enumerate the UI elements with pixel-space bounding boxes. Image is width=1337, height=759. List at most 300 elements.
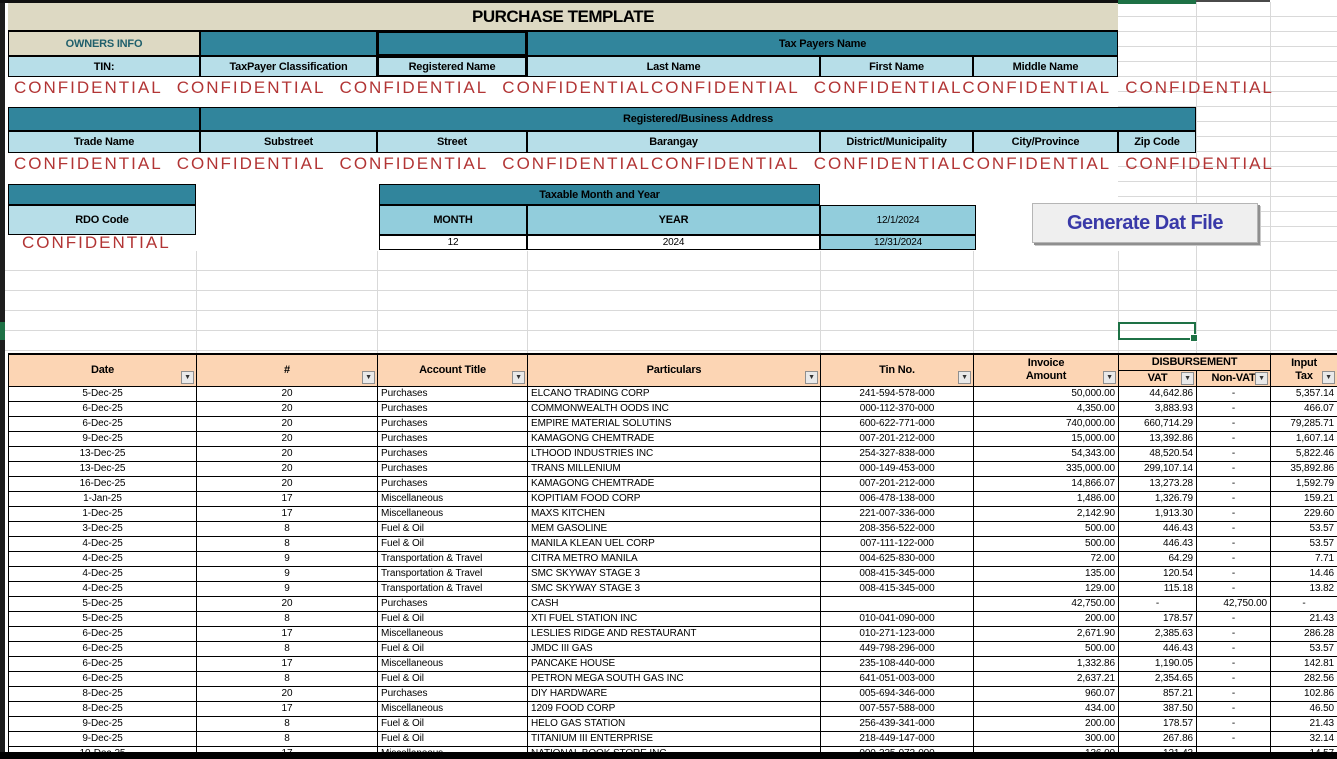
col-header-number[interactable]: # ▼	[197, 354, 378, 386]
cell-input-tax[interactable]: 7.71	[1271, 551, 1337, 566]
cell-account-title[interactable]: Purchases	[378, 386, 528, 401]
cell-vat[interactable]: 1,190.05	[1119, 656, 1197, 671]
cell-atc-number[interactable]: 17	[197, 491, 378, 506]
cell-tin[interactable]: 254-327-838-000	[821, 446, 974, 461]
cell-date[interactable]: 4-Dec-25	[9, 551, 197, 566]
cell-account-title[interactable]: Purchases	[378, 596, 528, 611]
cell-nonvat[interactable]: -	[1197, 731, 1271, 746]
cell-vat[interactable]: 299,107.14	[1119, 461, 1197, 476]
cell-invoice-amount[interactable]: 72.00	[974, 551, 1119, 566]
cell-vat[interactable]: 2,385.63	[1119, 626, 1197, 641]
cell-input-tax[interactable]: 102.86	[1271, 686, 1337, 701]
cell-vat[interactable]: 120.54	[1119, 566, 1197, 581]
col-header-disbursement[interactable]: DISBURSEMENT	[1119, 354, 1271, 370]
period-start-cell[interactable]: 12/1/2024	[820, 205, 976, 235]
cell-particulars[interactable]: PANCAKE HOUSE	[528, 656, 821, 671]
cell-tin[interactable]: 007-201-212-000	[821, 476, 974, 491]
cell-account-title[interactable]: Miscellaneous	[378, 626, 528, 641]
cell-invoice-amount[interactable]: 434.00	[974, 701, 1119, 716]
cell-nonvat[interactable]: -	[1197, 581, 1271, 596]
registered-name-label[interactable]: Registered Name	[377, 56, 527, 77]
cell-nonvat[interactable]: -	[1197, 401, 1271, 416]
cell-particulars[interactable]: ELCANO TRADING CORP	[528, 386, 821, 401]
taxable-month-year-header[interactable]: Taxable Month and Year	[379, 184, 820, 205]
cell-vat[interactable]: 13,273.28	[1119, 476, 1197, 491]
cell-atc-number[interactable]: 20	[197, 446, 378, 461]
cell-tin[interactable]: 600-622-771-000	[821, 416, 974, 431]
cell-particulars[interactable]: SMC SKYWAY STAGE 3	[528, 566, 821, 581]
cell-invoice-amount[interactable]: 1,332.86	[974, 656, 1119, 671]
table-row	[9, 491, 1337, 506]
cell-particulars[interactable]: 1209 FOOD CORP	[528, 701, 821, 716]
table-row	[9, 446, 1337, 461]
cell-input-tax[interactable]: 466.07	[1271, 401, 1337, 416]
filter-icon[interactable]: ▼	[958, 371, 971, 384]
purchases-table	[8, 353, 1337, 759]
cell-input-tax[interactable]: 13.82	[1271, 581, 1337, 596]
cell-tin[interactable]: 449-798-296-000	[821, 641, 974, 656]
cell-tin[interactable]: 004-625-830-000	[821, 551, 974, 566]
cell-particulars[interactable]: MEM GASOLINE	[528, 521, 821, 536]
cell-particulars[interactable]: XTI FUEL STATION INC	[528, 611, 821, 626]
page-title: PURCHASE TEMPLATE	[8, 3, 1118, 31]
cell-invoice-amount[interactable]: 740,000.00	[974, 416, 1119, 431]
filter-icon[interactable]: ▼	[181, 371, 194, 384]
cell-nonvat[interactable]: -	[1197, 521, 1271, 536]
cell-tin[interactable]: 007-201-212-000	[821, 431, 974, 446]
cell-particulars[interactable]: HELO GAS STATION	[528, 716, 821, 731]
cell-tin[interactable]: 010-271-123-000	[821, 626, 974, 641]
cell-date[interactable]: 5-Dec-25	[9, 611, 197, 626]
cell-nonvat[interactable]: 42,750.00	[1197, 596, 1271, 611]
purchase-rows	[9, 386, 1337, 759]
cell-atc-number[interactable]: 17	[197, 506, 378, 521]
left-edge-strip	[0, 0, 5, 759]
cell-input-tax[interactable]: 1,607.14	[1271, 431, 1337, 446]
cell-date[interactable]: 9-Dec-25	[9, 731, 197, 746]
col-header-particulars[interactable]: Particulars ▼	[528, 354, 821, 386]
generate-dat-file-button[interactable]: Generate Dat File	[1032, 203, 1258, 243]
cell-atc-number[interactable]: 20	[197, 416, 378, 431]
cell-nonvat[interactable]: -	[1197, 686, 1271, 701]
cell-vat[interactable]: 1,913.30	[1119, 506, 1197, 521]
cell-input-tax[interactable]: 5,357.14	[1271, 386, 1337, 401]
cell-vat[interactable]: 446.43	[1119, 641, 1197, 656]
gridline	[527, 251, 528, 353]
cell-invoice-amount[interactable]: 4,350.00	[974, 401, 1119, 416]
cell-date[interactable]: 6-Dec-25	[9, 671, 197, 686]
cell-vat[interactable]: 44,642.86	[1119, 386, 1197, 401]
cell-tin[interactable]: 006-478-138-000	[821, 491, 974, 506]
table-row	[9, 476, 1337, 491]
cell-vat[interactable]: 660,714.29	[1119, 416, 1197, 431]
cell-input-tax[interactable]: -	[1271, 596, 1337, 611]
cell-tin[interactable]: 000-112-370-000	[821, 401, 974, 416]
cell-input-tax[interactable]: 5,822.46	[1271, 446, 1337, 461]
cell-input-tax[interactable]: 46.50	[1271, 701, 1337, 716]
cell-atc-number[interactable]: 9	[197, 551, 378, 566]
address-section-header[interactable]: Registered/Business Address	[200, 107, 1196, 131]
cell-nonvat[interactable]: -	[1197, 626, 1271, 641]
cell-atc-number[interactable]: 20	[197, 461, 378, 476]
cell-nonvat[interactable]: -	[1197, 461, 1271, 476]
cell-particulars[interactable]: LESLIES RIDGE AND RESTAURANT	[528, 626, 821, 641]
cell-particulars[interactable]: COMMONWEALTH OODS INC	[528, 401, 821, 416]
table-row	[9, 611, 1337, 626]
cell-input-tax[interactable]: 142.81	[1271, 656, 1337, 671]
cell-atc-number[interactable]: 20	[197, 431, 378, 446]
cell-nonvat[interactable]: -	[1197, 671, 1271, 686]
rdo-confidential-value[interactable]: CONFIDENTIAL	[22, 233, 171, 252]
cell-account-title[interactable]: Purchases	[378, 401, 528, 416]
col-header-nonvat[interactable]: Non-VAT ▼	[1197, 370, 1271, 386]
cell-particulars[interactable]: PETRON MEGA SOUTH GAS INC	[528, 671, 821, 686]
cell-account-title[interactable]: Miscellaneous	[378, 506, 528, 521]
gridline	[377, 251, 378, 353]
cell-atc-number[interactable]: 20	[197, 386, 378, 401]
gridline	[1270, 251, 1271, 353]
zip-code-label[interactable]: Zip Code	[1118, 131, 1196, 153]
cell-input-tax[interactable]: 53.57	[1271, 536, 1337, 551]
cell-invoice-amount[interactable]: 2,671.90	[974, 626, 1119, 641]
cell-nonvat[interactable]: -	[1197, 656, 1271, 671]
cell-invoice-amount[interactable]: 42,750.00	[974, 596, 1119, 611]
cell-particulars[interactable]: MAXS KITCHEN	[528, 506, 821, 521]
tax-payers-name-header[interactable]: Tax Payers Name	[527, 31, 1118, 56]
cell-date[interactable]: 16-Dec-25	[9, 476, 197, 491]
cell-input-tax[interactable]: 21.43	[1271, 611, 1337, 626]
cell-vat[interactable]: 178.57	[1119, 716, 1197, 731]
cell-vat[interactable]: 267.86	[1119, 731, 1197, 746]
cell-atc-number[interactable]: 9	[197, 581, 378, 596]
cell-account-title[interactable]: Transportation & Travel	[378, 581, 528, 596]
cell-account-title[interactable]: Transportation & Travel	[378, 566, 528, 581]
owners-info-spacer-cell[interactable]	[200, 31, 377, 56]
cell-input-tax[interactable]: 35,892.86	[1271, 461, 1337, 476]
cell-date[interactable]: 6-Dec-25	[9, 401, 197, 416]
rdo-code-label[interactable]: RDO Code	[8, 205, 196, 235]
cell-invoice-amount[interactable]: 960.07	[974, 686, 1119, 701]
filter-icon[interactable]: ▼	[1103, 371, 1116, 384]
cell-date[interactable]: 9-Dec-25	[9, 716, 197, 731]
middle-name-label[interactable]: Middle Name	[973, 56, 1118, 77]
cell-date[interactable]: 5-Dec-25	[9, 596, 197, 611]
cell-date[interactable]: 8-Dec-25	[9, 686, 197, 701]
tin-label[interactable]: TIN:	[8, 56, 200, 77]
cell-account-title[interactable]: Purchases	[378, 416, 528, 431]
owners-confidential-values[interactable]: CONFIDENTIAL CONFIDENTIAL CONFIDENTIAL CONFIDENTIALCONFIDENTIAL CONFIDENTIALCONFIDENTIAL CONFIDENTIAL	[14, 77, 1274, 97]
cell-invoice-amount[interactable]: 2,142.90	[974, 506, 1119, 521]
cell-account-title[interactable]: Fuel & Oil	[378, 611, 528, 626]
cell-invoice-amount[interactable]: 500.00	[974, 641, 1119, 656]
cell-tin[interactable]: 218-449-147-000	[821, 731, 974, 746]
cell-input-tax[interactable]: 159.21	[1271, 491, 1337, 506]
top-selection-strip	[1118, 0, 1196, 4]
cell-account-title[interactable]: Fuel & Oil	[378, 641, 528, 656]
cell-invoice-amount[interactable]: 200.00	[974, 611, 1119, 626]
cell-vat[interactable]: 446.43	[1119, 536, 1197, 551]
filter-icon[interactable]: ▼	[512, 371, 525, 384]
cell-invoice-amount[interactable]: 1,486.00	[974, 491, 1119, 506]
gridline	[1270, 2, 1271, 252]
gridline	[973, 251, 974, 353]
cell-invoice-amount[interactable]: 500.00	[974, 521, 1119, 536]
cell-account-title[interactable]: Purchases	[378, 461, 528, 476]
cell-atc-number[interactable]: 17	[197, 656, 378, 671]
cell-vat[interactable]: -	[1119, 596, 1197, 611]
owners-info-label[interactable]: OWNERS INFO	[8, 31, 200, 56]
cell-atc-number[interactable]: 8	[197, 611, 378, 626]
cell-vat[interactable]: 48,520.54	[1119, 446, 1197, 461]
address-confidential-values[interactable]: CONFIDENTIAL CONFIDENTIAL CONFIDENTIAL CONFIDENTIALCONFIDENTIAL CONFIDENTIALCONFIDENTIAL CONFIDENTIAL	[14, 154, 1274, 173]
cell-input-tax[interactable]: 14.46	[1271, 566, 1337, 581]
cell-account-title[interactable]: Fuel & Oil	[378, 536, 528, 551]
cell-date[interactable]: 5-Dec-25	[9, 386, 197, 401]
cell-invoice-amount[interactable]: 500.00	[974, 536, 1119, 551]
table-row	[9, 716, 1337, 731]
cell-input-tax[interactable]: 286.28	[1271, 626, 1337, 641]
cell-nonvat[interactable]: -	[1197, 476, 1271, 491]
cell-atc-number[interactable]: 20	[197, 596, 378, 611]
cell-particulars[interactable]: LTHOOD INDUSTRIES INC	[528, 446, 821, 461]
period-end-cell[interactable]: 12/31/2024	[820, 235, 976, 250]
cell-vat[interactable]: 387.50	[1119, 701, 1197, 716]
cell-vat[interactable]: 64.29	[1119, 551, 1197, 566]
filter-icon[interactable]: ▼	[1255, 372, 1268, 385]
cell-nonvat[interactable]: -	[1197, 701, 1271, 716]
year-value-cell[interactable]: 2024	[527, 235, 820, 250]
cell-atc-number[interactable]: 20	[197, 476, 378, 491]
table-row	[9, 701, 1337, 716]
cell-date[interactable]: 6-Dec-25	[9, 416, 197, 431]
table-row	[9, 596, 1337, 611]
cell-vat[interactable]: 1,326.79	[1119, 491, 1197, 506]
cell-particulars[interactable]: KAMAGONG CHEMTRADE	[528, 476, 821, 491]
cell-account-title[interactable]: Fuel & Oil	[378, 716, 528, 731]
cell-invoice-amount[interactable]: 129.00	[974, 581, 1119, 596]
cell-atc-number[interactable]: 8	[197, 671, 378, 686]
cell-input-tax[interactable]: 21.43	[1271, 716, 1337, 731]
cell-vat[interactable]: 2,354.65	[1119, 671, 1197, 686]
cell-date[interactable]: 6-Dec-25	[9, 626, 197, 641]
street-label[interactable]: Street	[377, 131, 527, 153]
cell-invoice-amount[interactable]: 15,000.00	[974, 431, 1119, 446]
top-border-strip	[0, 0, 1118, 3]
cell-input-tax[interactable]: 79,285.71	[1271, 416, 1337, 431]
table-row	[9, 386, 1337, 401]
cell-atc-number[interactable]: 20	[197, 686, 378, 701]
cell-particulars[interactable]: JMDC III GAS	[528, 641, 821, 656]
cell-particulars[interactable]: KOPITIAM FOOD CORP	[528, 491, 821, 506]
cell-date[interactable]: 1-Dec-25	[9, 506, 197, 521]
cell-atc-number[interactable]: 17	[197, 701, 378, 716]
cell-input-tax[interactable]: 229.60	[1271, 506, 1337, 521]
cell-nonvat[interactable]: -	[1197, 386, 1271, 401]
fill-handle[interactable]	[1190, 334, 1198, 342]
district-municipality-label[interactable]: District/Municipality	[820, 131, 973, 153]
first-name-label[interactable]: First Name	[820, 56, 973, 77]
barangay-label[interactable]: Barangay	[527, 131, 820, 153]
cell-input-tax[interactable]: 282.56	[1271, 671, 1337, 686]
table-row	[9, 686, 1337, 701]
cell-tin[interactable]	[821, 596, 974, 611]
top-gray-strip	[1196, 0, 1270, 2]
cell-invoice-amount[interactable]: 50,000.00	[974, 386, 1119, 401]
year-label[interactable]: YEAR	[527, 205, 820, 235]
cell-account-title[interactable]: Miscellaneous	[378, 701, 528, 716]
cell-account-title[interactable]: Fuel & Oil	[378, 731, 528, 746]
filter-icon[interactable]: ▼	[1322, 371, 1335, 384]
cell-vat[interactable]: 3,883.93	[1119, 401, 1197, 416]
table-row	[9, 581, 1337, 596]
taxpayer-classification-label[interactable]: TaxPayer Classification	[200, 56, 377, 77]
cell-tin[interactable]: 208-356-522-000	[821, 521, 974, 536]
cell-particulars[interactable]: MANILA KLEAN UEL CORP	[528, 536, 821, 551]
cell-atc-number[interactable]: 8	[197, 536, 378, 551]
table-row	[9, 641, 1337, 656]
cell-date[interactable]: 9-Dec-25	[9, 431, 197, 446]
cell-atc-number[interactable]: 8	[197, 716, 378, 731]
cell-invoice-amount[interactable]: 335,000.00	[974, 461, 1119, 476]
cell-nonvat[interactable]: -	[1197, 551, 1271, 566]
cell-date[interactable]: 13-Dec-25	[9, 446, 197, 461]
cell-vat[interactable]: 13,392.86	[1119, 431, 1197, 446]
cell-vat[interactable]: 446.43	[1119, 521, 1197, 536]
table-row	[9, 401, 1337, 416]
col-header-date[interactable]: Date ▼	[9, 354, 197, 386]
cell-date[interactable]: 6-Dec-25	[9, 656, 197, 671]
cell-tin[interactable]: 235-108-440-000	[821, 656, 974, 671]
col-header-account-title[interactable]: Account Title ▼	[378, 354, 528, 386]
table-row	[9, 731, 1337, 746]
table-row	[9, 671, 1337, 686]
cell-particulars[interactable]: CITRA METRO MANILA	[528, 551, 821, 566]
cell-tin[interactable]: 010-041-090-000	[821, 611, 974, 626]
cell-tin[interactable]: 241-594-578-000	[821, 386, 974, 401]
cell-particulars[interactable]: CASH	[528, 596, 821, 611]
cell-date[interactable]: 1-Jan-25	[9, 491, 197, 506]
col-header-input-tax[interactable]: Input Tax ▼	[1271, 354, 1337, 386]
cell-account-title[interactable]: Purchases	[378, 431, 528, 446]
cell-particulars[interactable]: DIY HARDWARE	[528, 686, 821, 701]
cell-particulars[interactable]: EMPIRE MATERIAL SOLUTINS	[528, 416, 821, 431]
table-row	[9, 551, 1337, 566]
cell-tin[interactable]: 221-007-336-000	[821, 506, 974, 521]
cell-nonvat[interactable]: -	[1197, 566, 1271, 581]
substreet-label[interactable]: Substreet	[200, 131, 377, 153]
cell-account-title[interactable]: Fuel & Oil	[378, 521, 528, 536]
cell-nonvat[interactable]: -	[1197, 431, 1271, 446]
address-spacer-cell[interactable]	[8, 107, 200, 131]
filter-icon[interactable]: ▼	[805, 371, 818, 384]
cell-nonvat[interactable]: -	[1197, 536, 1271, 551]
trade-name-label[interactable]: Trade Name	[8, 131, 200, 153]
cell-tin[interactable]: 641-051-003-000	[821, 671, 974, 686]
cell-input-tax[interactable]: 53.57	[1271, 641, 1337, 656]
cell-account-title[interactable]: Purchases	[378, 686, 528, 701]
filter-icon[interactable]: ▼	[1181, 372, 1194, 385]
cell-tin[interactable]: 000-149-453-000	[821, 461, 974, 476]
month-label[interactable]: MONTH	[379, 205, 527, 235]
cell-invoice-amount[interactable]: 200.00	[974, 716, 1119, 731]
filter-icon[interactable]: ▼	[362, 371, 375, 384]
cell-invoice-amount[interactable]: 135.00	[974, 566, 1119, 581]
cell-atc-number[interactable]: 17	[197, 626, 378, 641]
cell-date[interactable]: 6-Dec-25	[9, 641, 197, 656]
cell-account-title[interactable]: Transportation & Travel	[378, 551, 528, 566]
gridline	[820, 251, 821, 353]
cell-particulars[interactable]: SMC SKYWAY STAGE 3	[528, 581, 821, 596]
cell-tin[interactable]: 008-415-345-000	[821, 581, 974, 596]
cell-vat[interactable]: 115.18	[1119, 581, 1197, 596]
cell-invoice-amount[interactable]: 14,866.07	[974, 476, 1119, 491]
cell-date[interactable]: 3-Dec-25	[9, 521, 197, 536]
cell-nonvat[interactable]: -	[1197, 416, 1271, 431]
cell-atc-number[interactable]: 8	[197, 641, 378, 656]
cell-tin[interactable]: 007-557-588-000	[821, 701, 974, 716]
cell-tin[interactable]: 008-415-345-000	[821, 566, 974, 581]
rdo-header-cell[interactable]	[8, 184, 196, 205]
cell-vat[interactable]: 178.57	[1119, 611, 1197, 626]
cell-tin[interactable]: 007-111-122-000	[821, 536, 974, 551]
cell-atc-number[interactable]: 20	[197, 401, 378, 416]
cell-invoice-amount[interactable]: 54,343.00	[974, 446, 1119, 461]
cell-account-title[interactable]: Purchases	[378, 476, 528, 491]
cell-date[interactable]: 4-Dec-25	[9, 536, 197, 551]
bottom-divider	[0, 752, 1337, 759]
cell-nonvat[interactable]: -	[1197, 641, 1271, 656]
cell-date[interactable]: 4-Dec-25	[9, 566, 197, 581]
last-name-label[interactable]: Last Name	[527, 56, 820, 77]
month-value-cell[interactable]: 12	[379, 235, 527, 250]
cell-particulars[interactable]: TRANS MILLENIUM	[528, 461, 821, 476]
cell-nonvat[interactable]: -	[1197, 716, 1271, 731]
table-row	[9, 656, 1337, 671]
cell-nonvat[interactable]: -	[1197, 506, 1271, 521]
cell-input-tax[interactable]: 53.57	[1271, 521, 1337, 536]
cell-tin[interactable]: 256-439-341-000	[821, 716, 974, 731]
col-header-vat[interactable]: VAT ▼	[1119, 370, 1197, 386]
cell-account-title[interactable]: Purchases	[378, 446, 528, 461]
cell-atc-number[interactable]: 8	[197, 521, 378, 536]
selected-cell[interactable]	[1118, 322, 1196, 340]
city-province-label[interactable]: City/Province	[973, 131, 1118, 153]
cell-invoice-amount[interactable]: 300.00	[974, 731, 1119, 746]
cell-nonvat[interactable]: -	[1197, 611, 1271, 626]
cell-date[interactable]: 4-Dec-25	[9, 581, 197, 596]
cell-account-title[interactable]: Miscellaneous	[378, 491, 528, 506]
cell-invoice-amount[interactable]: 2,637.21	[974, 671, 1119, 686]
cell-particulars[interactable]: TITANIUM III ENTERPRISE	[528, 731, 821, 746]
cell-atc-number[interactable]: 8	[197, 731, 378, 746]
cell-account-title[interactable]: Fuel & Oil	[378, 671, 528, 686]
cell-vat[interactable]: 857.21	[1119, 686, 1197, 701]
cell-nonvat[interactable]: -	[1197, 491, 1271, 506]
cell-date[interactable]: 13-Dec-25	[9, 461, 197, 476]
cell-input-tax[interactable]: 32.14	[1271, 731, 1337, 746]
cell-particulars[interactable]: KAMAGONG CHEMTRADE	[528, 431, 821, 446]
cell-nonvat[interactable]: -	[1197, 446, 1271, 461]
cell-date[interactable]: 8-Dec-25	[9, 701, 197, 716]
col-header-tin[interactable]: Tin No. ▼	[821, 354, 974, 386]
registered-name-header-cell[interactable]	[377, 31, 527, 56]
cell-atc-number[interactable]: 9	[197, 566, 378, 581]
cell-tin[interactable]: 005-694-346-000	[821, 686, 974, 701]
table-row	[9, 626, 1337, 641]
cell-input-tax[interactable]: 1,592.79	[1271, 476, 1337, 491]
col-header-invoice-amount[interactable]: Invoice Amount ▼	[974, 354, 1119, 386]
cell-account-title[interactable]: Miscellaneous	[378, 656, 528, 671]
